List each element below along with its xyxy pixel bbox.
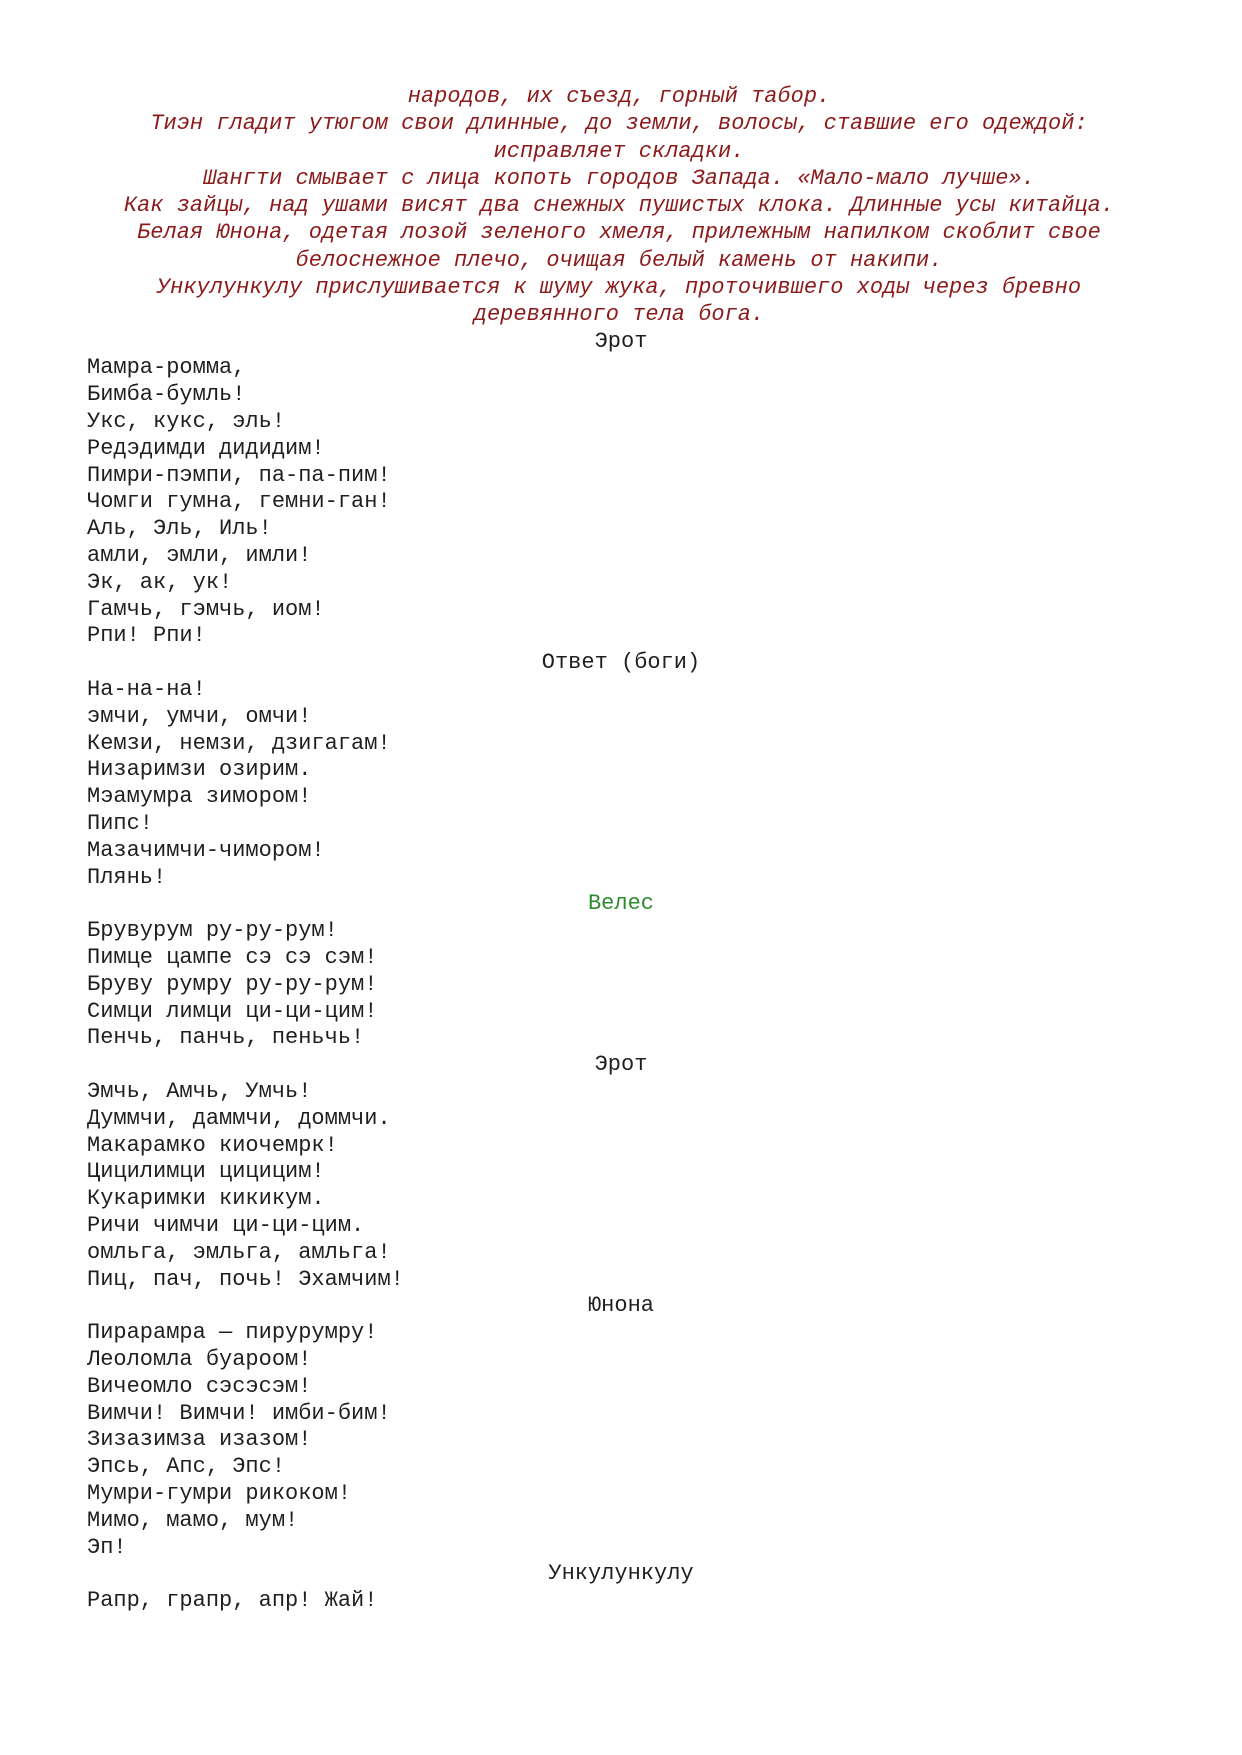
- verse-line: Мазачимчи-чимором!: [87, 837, 325, 863]
- verse-line: Гамчь, гэмчь, иом!: [87, 596, 325, 622]
- verse-line: Пирарамра — пирурумру!: [87, 1320, 378, 1346]
- verse-line: Кемзи, немзи, дзигагам!: [87, 730, 391, 756]
- verse-block: [87, 918, 1242, 1052]
- verse-line: Вичеомло сэсэсэм!: [87, 1373, 312, 1399]
- verse-line: Пимце цампе сэ сэ сэм!: [87, 945, 378, 970]
- verse-line: Редэдимди дидидим!: [87, 435, 325, 461]
- verse-block: [87, 1079, 1242, 1293]
- verse-line: амли, эмли, имли!: [87, 543, 312, 569]
- stage-direction: Шангти смывает с лица копоть городов Запада. «Мало-мало лучше».: [203, 165, 1035, 191]
- stage-direction: Тиэн гладит утюгом свои длинные, до земли, волосы, ставшие его одеждой: исправляет складки.: [150, 111, 1088, 164]
- verse-line: Думмчи, даммчи, доммчи.: [87, 1105, 391, 1131]
- verse-line: Бимба-бумль!: [87, 382, 246, 408]
- verse-line: Зизазимза изазом!: [87, 1427, 312, 1453]
- verse-line: эмчи, умчи, омчи!: [87, 703, 312, 729]
- verse-sections: [0, 329, 1242, 1615]
- verse-line: Пипс!: [87, 811, 154, 837]
- verse-block: [87, 1320, 1242, 1561]
- verse-line: Ричи чимчи ци-ци-цим.: [87, 1212, 365, 1238]
- verse-line: Симци лимци ци-ци-цим!: [87, 998, 378, 1024]
- verse-line: Брувурум ру-ру-рум!: [87, 918, 338, 944]
- stage-directions: [88, 83, 1150, 329]
- verse-line: Эмчь, Амчь, Умчь!: [87, 1078, 312, 1104]
- verse-line: Эп!: [87, 1534, 127, 1560]
- verse-line: Аль, Эль, Иль!: [87, 516, 272, 542]
- verse-line: омльга, эмльга, амльга!: [87, 1239, 391, 1265]
- verse-line: Мумри-гумри рикоком!: [87, 1480, 352, 1506]
- speaker-name: Эрот: [594, 328, 648, 354]
- verse-line: Пенчь, панчь, пеньчь!: [87, 1025, 365, 1051]
- verse-line: Пимри-пэмпи, па-па-пим!: [87, 462, 391, 488]
- verse-block: [87, 1588, 1242, 1615]
- speaker-name: Юнона: [587, 1293, 654, 1319]
- verse-line: Цицилимци цицицим!: [87, 1159, 325, 1185]
- verse-line: Низаримзи озирим.: [87, 757, 312, 783]
- verse-line: Чомги гумна, гемни-ган!: [87, 489, 391, 515]
- verse-line: Леоломла буароом!: [87, 1346, 312, 1372]
- verse-line: На-на-на!: [87, 677, 206, 703]
- verse-line: Мимо, мамо, мум!: [87, 1507, 299, 1533]
- verse-line: Мамра-ромма,: [87, 355, 246, 381]
- verse-block: [87, 355, 1242, 650]
- verse-line: Мэамумра зимором!: [87, 784, 312, 810]
- verse-line: Укс, кукс, эль!: [87, 409, 286, 435]
- verse-line: Эпсь, Апс, Эпс!: [87, 1454, 286, 1480]
- speaker-name: Велес: [587, 891, 654, 917]
- verse-line: Макарамко киочемрк!: [87, 1132, 338, 1158]
- speaker-name: Ункулункулу: [548, 1561, 694, 1587]
- stage-direction: Ункулункулу прислушивается к шуму жука, проточившего ходы через бревно деревянного тела бога.: [156, 275, 1082, 328]
- verse-line: Бруву румру ру-ру-рум!: [87, 971, 378, 997]
- verse-line: Рпи! Рпи!: [87, 623, 206, 649]
- verse-line: Вимчи! Вимчи! имби-бим!: [87, 1400, 391, 1426]
- page-content: [0, 83, 1242, 1615]
- stage-direction: Белая Юнона, одетая лозой зеленого хмеля, прилежным напилком скоблит свое белоснежное плечо, очищая белый камень от накипи.: [137, 220, 1101, 273]
- stage-direction: народов, их съезд, горный табор.: [407, 84, 831, 109]
- verse-line: Пиц, пач, почь! Эхамчим!: [87, 1266, 404, 1292]
- verse-line: Эк, ак, ук!: [87, 569, 233, 595]
- verse-block: [87, 677, 1242, 891]
- verse-line: Рапр, грапр, апр! Жай!: [87, 1588, 378, 1614]
- verse-line: Кукаримки кикикум.: [87, 1186, 325, 1212]
- speaker-name: Эрот: [594, 1052, 648, 1078]
- verse-line: Плянь!: [87, 864, 167, 890]
- stage-direction: Как зайцы, над ушами висят два снежных пушистых клока. Длинные усы китайца.: [123, 193, 1115, 219]
- speaker-name: Ответ (боги): [541, 650, 701, 676]
